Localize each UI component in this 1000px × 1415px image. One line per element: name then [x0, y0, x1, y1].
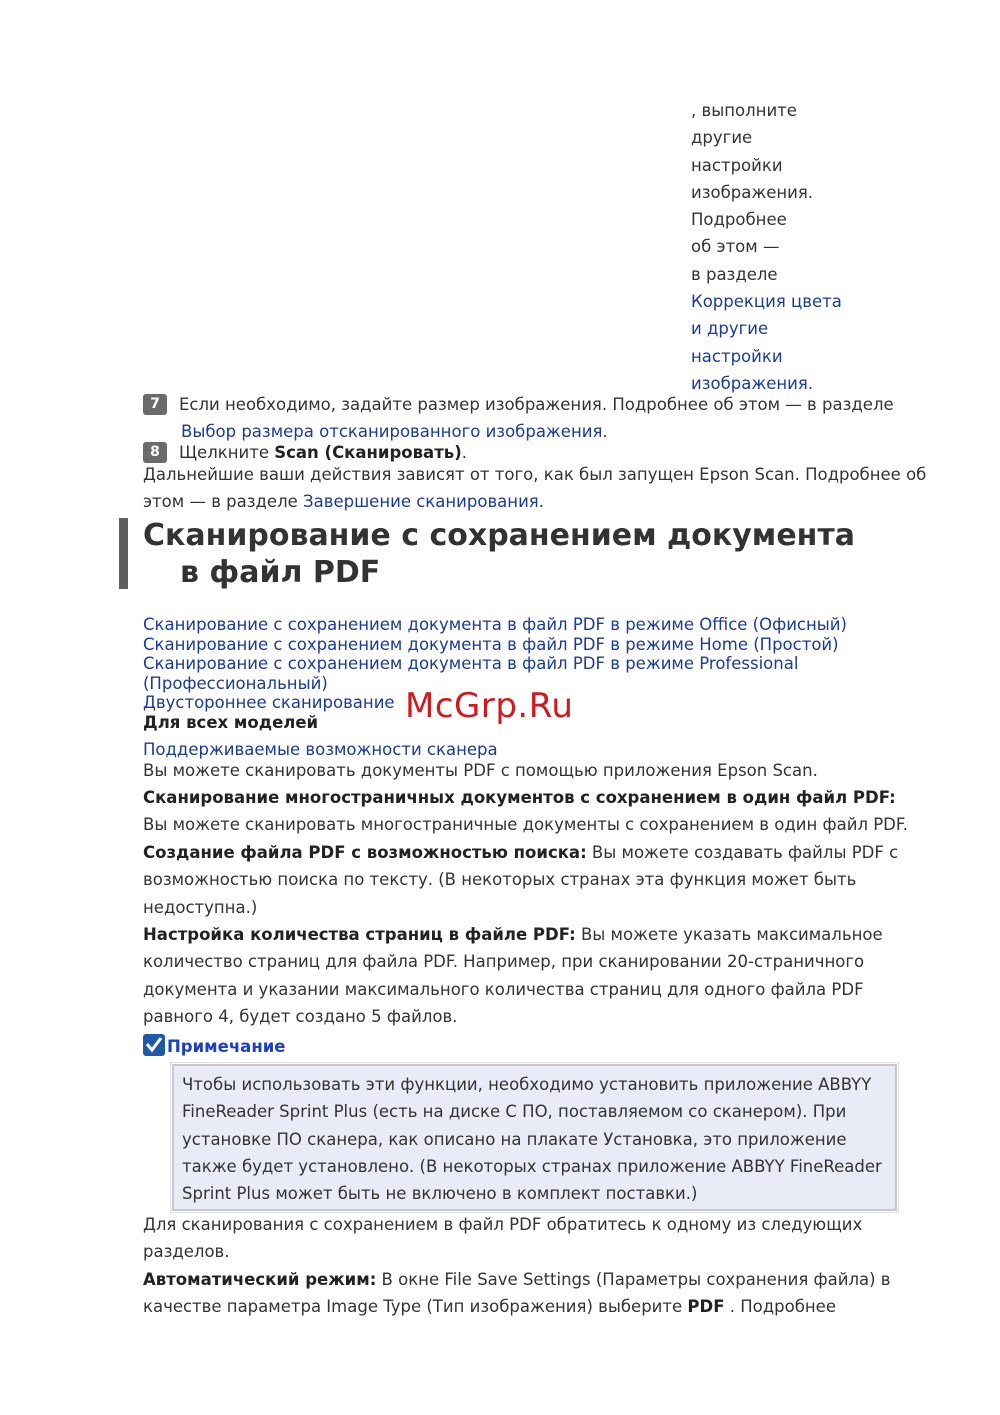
office-mode-link[interactable]: Сканирование с сохранением документа в файл PDF в режиме Office (Офисный) [143, 615, 847, 634]
step-8: 8 Щелкните Scan (Сканировать). [143, 440, 933, 466]
step-number-badge: 7 [143, 394, 167, 415]
professional-mode-link[interactable]: Сканирование с сохранением документа в файл PDF в режиме Professional (Профессиональный) [143, 654, 799, 693]
heading-bar [119, 518, 128, 589]
watermark: McGrp.Ru [405, 686, 574, 726]
step-number-badge: 8 [143, 442, 167, 463]
auto-mode-paragraph: Автоматический режим: В окне File Save Settings (Параметры сохранения файла) в качестве параметра Image Type (Тип изображения) выберите PDF . Подробнее [143, 1270, 891, 1317]
finish-scanning-link[interactable]: Завершение сканирования [303, 492, 539, 512]
note-box [172, 1064, 897, 1211]
image-size-link[interactable]: Выбор размера отсканированного изображения [181, 422, 603, 441]
feature-page-count: Настройка количества страниц в файле PDF: Вы можете указать максимальное количество страниц для файла PDF. Например, при сканировании 20-страничного документа и указании максимального количества страниц для одного файла PDF равного 4, будет создано 5 файлов. [143, 925, 883, 1026]
step-text: Если необходимо, задайте размер изображения. Подробнее об этом — в разделе [179, 395, 894, 414]
color-correction-link[interactable]: и другие [691, 319, 769, 339]
feature-searchable: Создание файла PDF с возможностью поиска: Вы можете создавать файлы PDF с возможностью поиска по тексту. (В некоторых странах эта функция может быть недоступна.) [143, 843, 899, 917]
section-heading: Сканирование с сохранением документа в файл PDF [143, 518, 856, 590]
note-heading [143, 1034, 285, 1060]
text-line: , выполните [691, 101, 797, 120]
closing-paragraph: Для сканирования с сохранением в файл PDF обратитесь к одному из следующих разделов. [143, 1215, 863, 1262]
scan-button-label: Scan (Сканировать) [274, 443, 462, 462]
text-line: в разделе [691, 264, 778, 284]
note-title: Примечание [167, 1037, 286, 1056]
step-7: 7 Если необходимо, задайте размер изображения. Подробнее об этом — в разделе Выбор размера отсканированного изображения. [143, 392, 933, 445]
text-line: настройки [691, 155, 783, 175]
note-body: Чтобы использовать эти функции, необходимо установить приложение ABBYY FineReader Sprint Plus (есть на диске С ПО, поставляемом со сканером). При установке ПО сканера, как описано на плакате Установка, это приложение также будет установлено. (В некоторых странах приложение ABBYY FineReader Sprint Plus может быть не включено в комплект поставки.) [182, 1075, 882, 1204]
intro-paragraph: Вы можете сканировать документы PDF с помощью приложения Epson Scan. [143, 761, 818, 780]
result-paragraph: Дальнейшие ваши действия зависят от того, как был запущен Epson Scan. Подробнее об этом — в разделе Завершение сканирования. [143, 465, 927, 512]
duplex-scan-link[interactable]: Двустороннее сканирование [143, 693, 395, 713]
text-line: другие [691, 128, 753, 148]
all-models-label: Для всех моделей [143, 712, 319, 732]
color-correction-link[interactable]: изображения. [691, 373, 814, 393]
text-line: Подробнее [691, 210, 787, 230]
color-correction-link[interactable]: настройки [691, 346, 783, 366]
checkmark-icon [143, 1034, 165, 1056]
color-correction-link[interactable]: Коррекция цвета [691, 292, 842, 312]
supported-features-link[interactable]: Поддерживаемые возможности сканера [143, 740, 498, 759]
text-line: об этом — [691, 237, 780, 257]
continuation-column [691, 97, 891, 397]
home-mode-link[interactable]: Сканирование с сохранением документа в файл PDF в режиме Home (Простой) [143, 634, 839, 654]
text-line: изображения. [691, 182, 814, 202]
feature-multipage: Сканирование многостраничных документов с сохранением в один файл PDF: Вы можете сканировать многостраничные документы с сохранением в один файл PDF. [143, 788, 908, 835]
